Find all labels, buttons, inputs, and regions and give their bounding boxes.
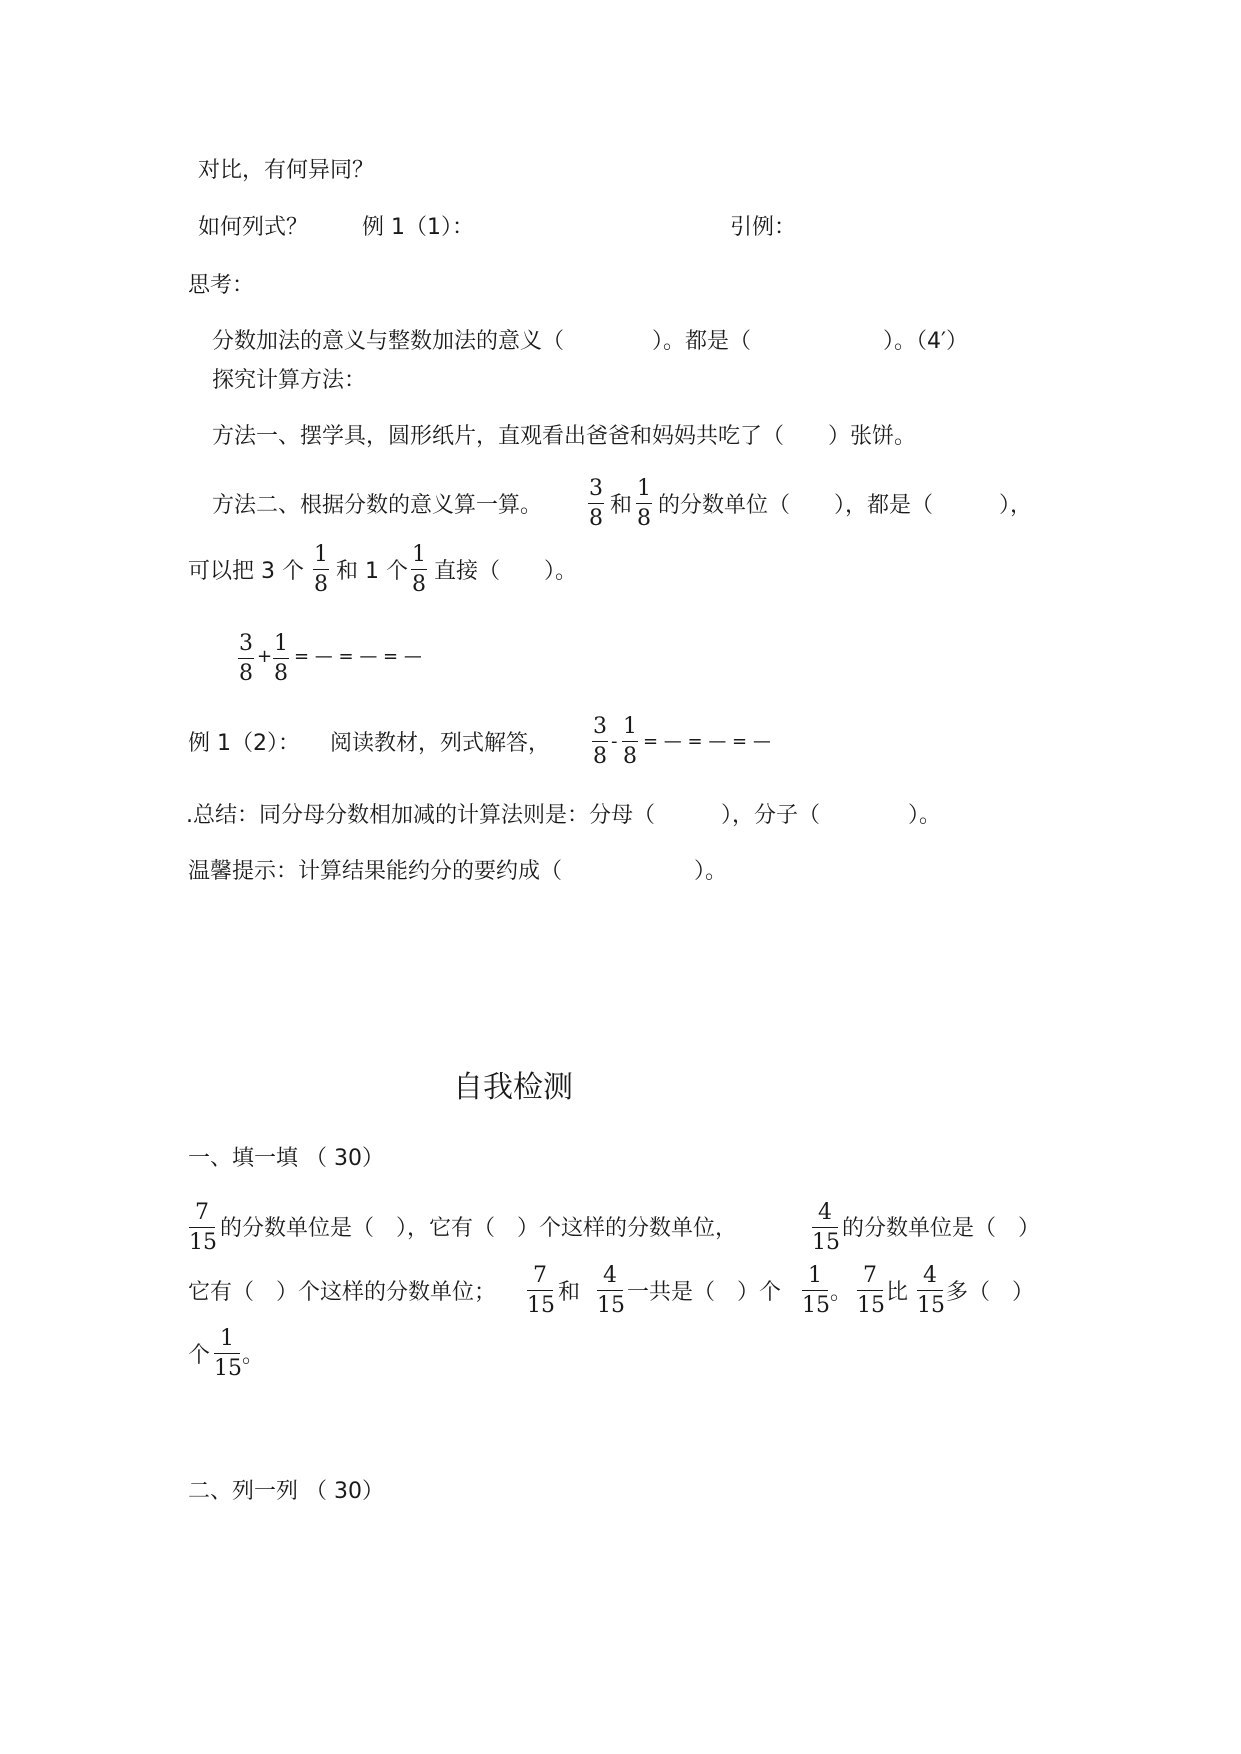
denominator: 15 — [802, 1293, 830, 1318]
plus-sign: + — [257, 646, 273, 667]
numerator: 1 — [274, 631, 288, 656]
denominator: 8 — [593, 744, 607, 769]
fraction-1-15 — [214, 1328, 240, 1380]
fraction-1-8 — [313, 544, 329, 596]
fraction-4-15 — [597, 1265, 623, 1317]
fraction-7-15 — [527, 1265, 553, 1317]
text-line: 和 1 个 — [336, 559, 408, 584]
fraction-4-15 — [812, 1202, 838, 1254]
denominator: 8 — [623, 744, 637, 769]
numerator: 1 — [637, 476, 651, 501]
text-line: 引例： — [730, 215, 797, 240]
numerator: 1 — [412, 542, 426, 567]
numerator: 4 — [818, 1200, 832, 1225]
text-line: 和 — [610, 493, 633, 518]
text-line: 的分数单位是（ ），它有（ ）个这样的分数单位， — [220, 1216, 738, 1241]
equation-tail: = — = — = — — [294, 646, 422, 667]
fraction-1-15 — [802, 1265, 828, 1317]
section-title: 自我检测 — [453, 1070, 573, 1105]
denominator: 8 — [637, 506, 651, 531]
text-line: 直接（ ）。 — [434, 559, 578, 584]
text-line: 如何列式？ — [198, 215, 309, 240]
text-line: 分数加法的意义与整数加法的意义（ ）。都是（ ）。（4′） — [212, 329, 968, 354]
text-line: 例 1（1）： — [362, 215, 474, 240]
text-line: 方法一、摆学具，圆形纸片，直观看出爸爸和妈妈共吃了（ ）张饼。 — [212, 424, 917, 449]
minus-sign: - — [611, 731, 618, 752]
fraction-1-8 — [273, 633, 289, 685]
text-line: 方法二、根据分数的意义算一算。 — [212, 493, 543, 518]
text-line: 和 — [558, 1280, 581, 1305]
denominator: 8 — [589, 506, 603, 531]
numerator: 1 — [623, 714, 637, 739]
numerator: 7 — [195, 1200, 209, 1225]
denominator: 15 — [597, 1293, 625, 1318]
fraction-1-8 — [636, 478, 652, 530]
numerator: 7 — [863, 1263, 877, 1288]
text-line: 个 — [188, 1343, 211, 1368]
fraction-1-8 — [622, 716, 638, 768]
denominator: 15 — [857, 1293, 885, 1318]
denominator: 8 — [239, 661, 253, 686]
text-line: 阅读教材，列式解答， — [330, 731, 551, 756]
section-heading: 二、列一列 （ 30） — [188, 1479, 384, 1504]
denominator: 15 — [527, 1293, 555, 1318]
text-line: 温馨提示：计算结果能约分的要约成（ ）。 — [188, 859, 728, 884]
numerator: 4 — [923, 1263, 937, 1288]
denominator: 15 — [214, 1356, 242, 1381]
numerator: 3 — [593, 714, 607, 739]
text-line: 思考： — [188, 273, 255, 298]
fraction-3-8 — [238, 633, 254, 685]
numerator: 3 — [239, 631, 253, 656]
fraction-7-15 — [857, 1265, 883, 1317]
denominator: 15 — [917, 1293, 945, 1318]
fraction-7-15 — [189, 1202, 215, 1254]
numerator: 1 — [220, 1326, 234, 1351]
text-line: 可以把 3 个 — [188, 559, 304, 584]
text-line: .总结：同分母分数相加减的计算法则是：分母（ ），分子（ ）。 — [186, 803, 941, 828]
text-line: 例 1（2）： — [188, 731, 300, 756]
fraction-4-15 — [917, 1265, 943, 1317]
text-line: 的分数单位是（ ） — [842, 1216, 1041, 1241]
text-line: 多（ ） — [946, 1280, 1035, 1305]
text-line: 它有（ ）个这样的分数单位； — [188, 1280, 497, 1305]
numerator: 4 — [603, 1263, 617, 1288]
numerator: 7 — [533, 1263, 547, 1288]
text-line: 。 — [830, 1280, 853, 1305]
text-line: 探究计算方法： — [212, 368, 367, 393]
equation-tail: = — = — = — — [643, 731, 771, 752]
text-line: 比 — [886, 1280, 909, 1305]
fraction-3-8 — [592, 716, 608, 768]
denominator: 15 — [812, 1230, 840, 1255]
denominator: 15 — [189, 1230, 217, 1255]
numerator: 3 — [589, 476, 603, 501]
denominator: 8 — [412, 572, 426, 597]
text-line: 对比，有何异同？ — [198, 158, 375, 183]
denominator: 8 — [274, 661, 288, 686]
text-line: 的分数单位（ ），都是（ ）， — [658, 493, 1033, 518]
denominator: 8 — [314, 572, 328, 597]
numerator: 1 — [314, 542, 328, 567]
section-heading: 一、填一填 （ 30） — [188, 1146, 384, 1171]
text-line: 。 — [242, 1343, 265, 1368]
text-line: 一共是（ ）个 — [627, 1280, 782, 1305]
numerator: 1 — [808, 1263, 822, 1288]
fraction-1-8 — [411, 544, 427, 596]
fraction-3-8 — [588, 478, 604, 530]
